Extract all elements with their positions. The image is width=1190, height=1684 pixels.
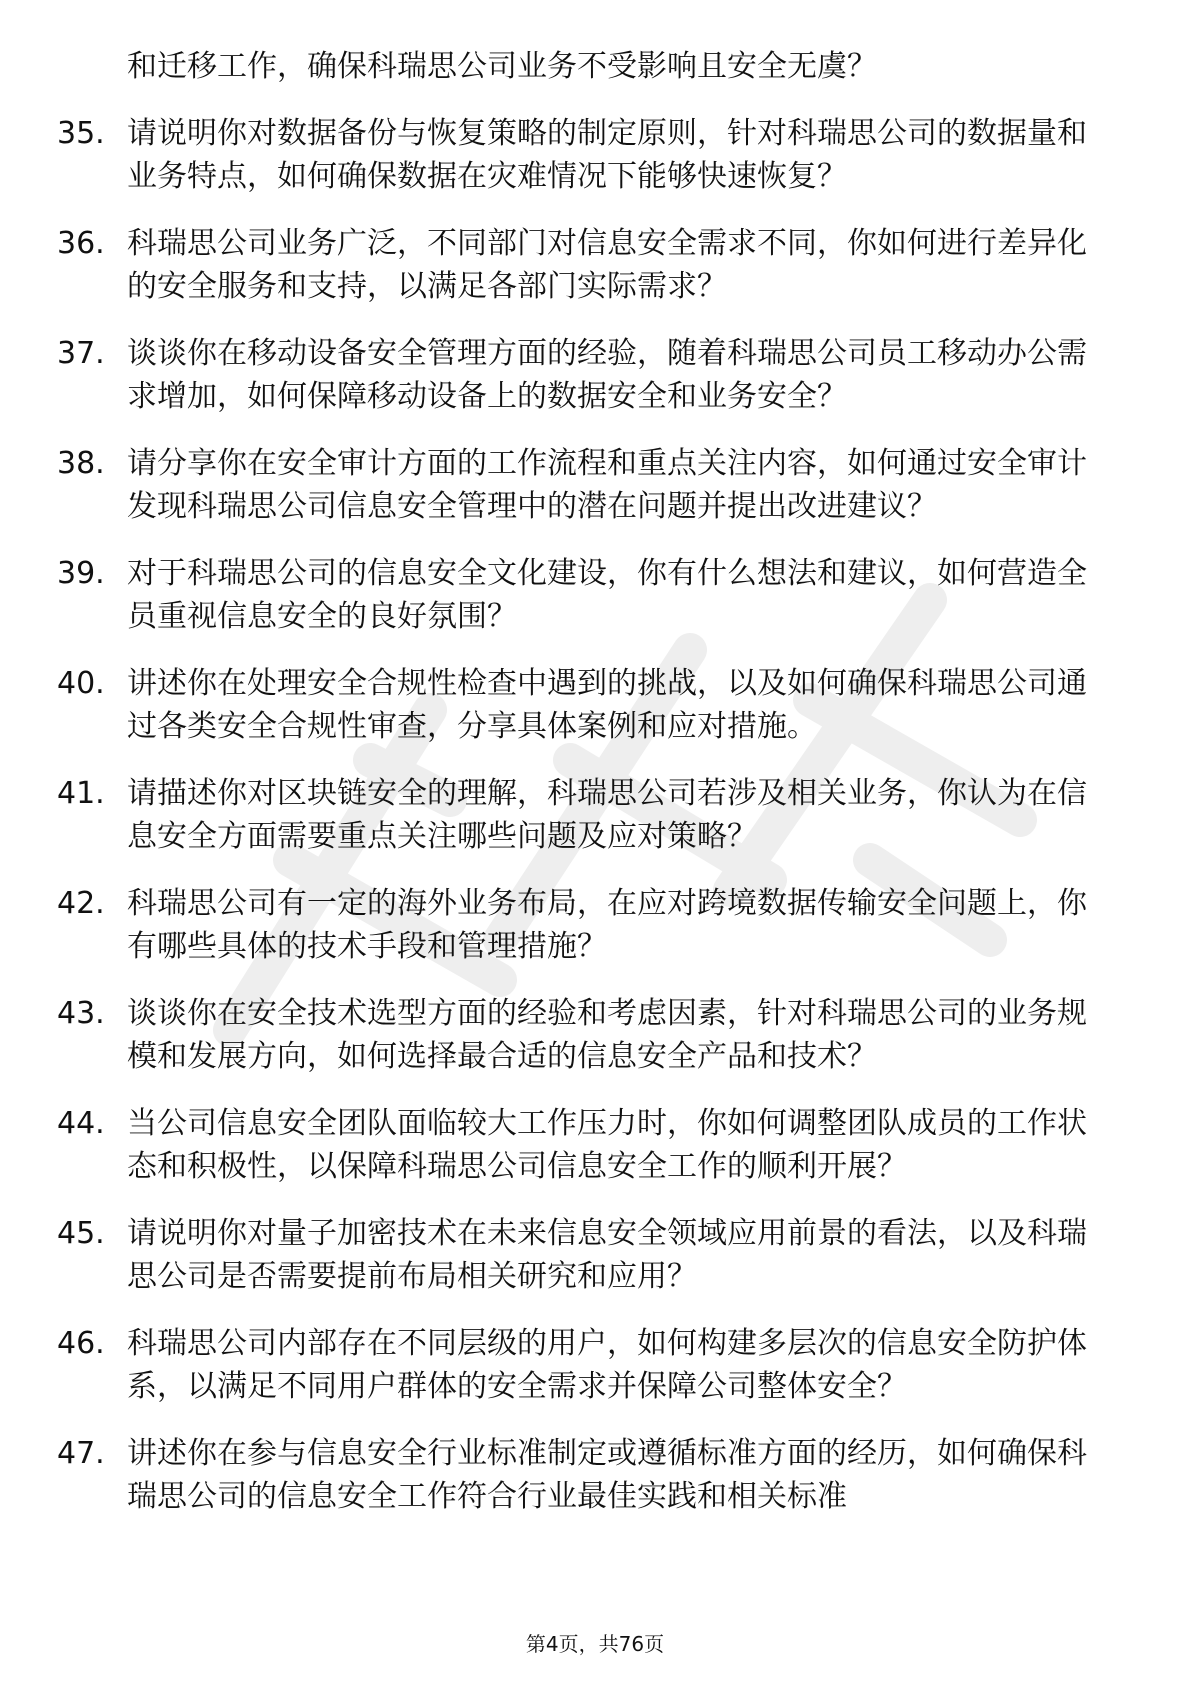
question-item	[0, 1322, 1190, 1408]
question-item	[0, 992, 1190, 1078]
question-number: 35.	[57, 116, 105, 151]
question-text: 请说明你对数据备份与恢复策略的制定原则，针对科瑞思公司的数据量和业务特点，如何确保数据在灾难情况下能够快速恢复？	[127, 116, 1087, 194]
question-text: 谈谈你在安全技术选型方面的经验和考虑因素，针对科瑞思公司的业务规模和发展方向，如何选择最合适的信息安全产品和技术？	[127, 996, 1087, 1074]
question-number: 44.	[57, 1106, 105, 1141]
question-item	[0, 112, 1190, 198]
question-number: 41.	[57, 776, 105, 811]
question-text: 对于科瑞思公司的信息安全文化建设，你有什么想法和建议，如何营造全员重视信息安全的良好氛围？	[127, 556, 1087, 634]
question-number: 43.	[57, 996, 105, 1031]
page-footer: 第4页，共76页	[525, 1632, 665, 1656]
question-number: 40.	[57, 666, 105, 701]
question-text: 科瑞思公司内部存在不同层级的用户，如何构建多层次的信息安全防护体系，以满足不同用户群体的安全需求并保障公司整体安全？	[127, 1326, 1087, 1404]
question-item	[0, 882, 1190, 968]
question-text: 科瑞思公司有一定的海外业务布局，在应对跨境数据传输安全问题上，你有哪些具体的技术手段和管理措施？	[127, 886, 1087, 964]
question-number: 36.	[57, 226, 105, 261]
question-number: 47.	[57, 1436, 105, 1471]
question-number: 38.	[57, 446, 105, 481]
question-item	[0, 552, 1190, 638]
question-item	[0, 1432, 1190, 1518]
question-number: 39.	[57, 556, 105, 591]
question-text: 请描述你对区块链安全的理解，科瑞思公司若涉及相关业务，你认为在信息安全方面需要重点关注哪些问题及应对策略？	[127, 776, 1087, 854]
question-item	[0, 662, 1190, 748]
question-item	[0, 332, 1190, 418]
question-item	[0, 1212, 1190, 1298]
question-text: 当公司信息安全团队面临较大工作压力时，你如何调整团队成员的工作状态和积极性，以保障科瑞思公司信息安全工作的顺利开展？	[127, 1106, 1087, 1184]
question-text: 和迁移工作，确保科瑞思公司业务不受影响且安全无虞？	[127, 49, 877, 84]
question-text: 请说明你对量子加密技术在未来信息安全领域应用前景的看法，以及科瑞思公司是否需要提前布局相关研究和应用？	[127, 1216, 1087, 1294]
question-text: 讲述你在处理安全合规性检查中遇到的挑战，以及如何确保科瑞思公司通过各类安全合规性审查，分享具体案例和应对措施。	[127, 666, 1087, 744]
question-text: 请分享你在安全审计方面的工作流程和重点关注内容，如何通过安全审计发现科瑞思公司信息安全管理中的潜在问题并提出改进建议？	[127, 446, 1087, 524]
question-item	[0, 222, 1190, 308]
question-text: 讲述你在参与信息安全行业标准制定或遵循标准方面的经历，如何确保科瑞思公司的信息安全工作符合行业最佳实践和相关标准	[127, 1436, 1087, 1514]
question-text: 科瑞思公司业务广泛，不同部门对信息安全需求不同，你如何进行差异化的安全服务和支持，以满足各部门实际需求？	[127, 226, 1087, 304]
question-text: 谈谈你在移动设备安全管理方面的经验，随着科瑞思公司员工移动办公需求增加，如何保障移动设备上的数据安全和业务安全？	[127, 336, 1087, 414]
question-item-continued	[0, 45, 1190, 88]
question-item	[0, 772, 1190, 858]
question-list	[0, 45, 1190, 1542]
question-number: 46.	[57, 1326, 105, 1361]
question-item	[0, 1102, 1190, 1188]
question-item	[0, 442, 1190, 528]
question-number: 42.	[57, 886, 105, 921]
question-number: 45.	[57, 1216, 105, 1251]
question-number: 37.	[57, 336, 105, 371]
